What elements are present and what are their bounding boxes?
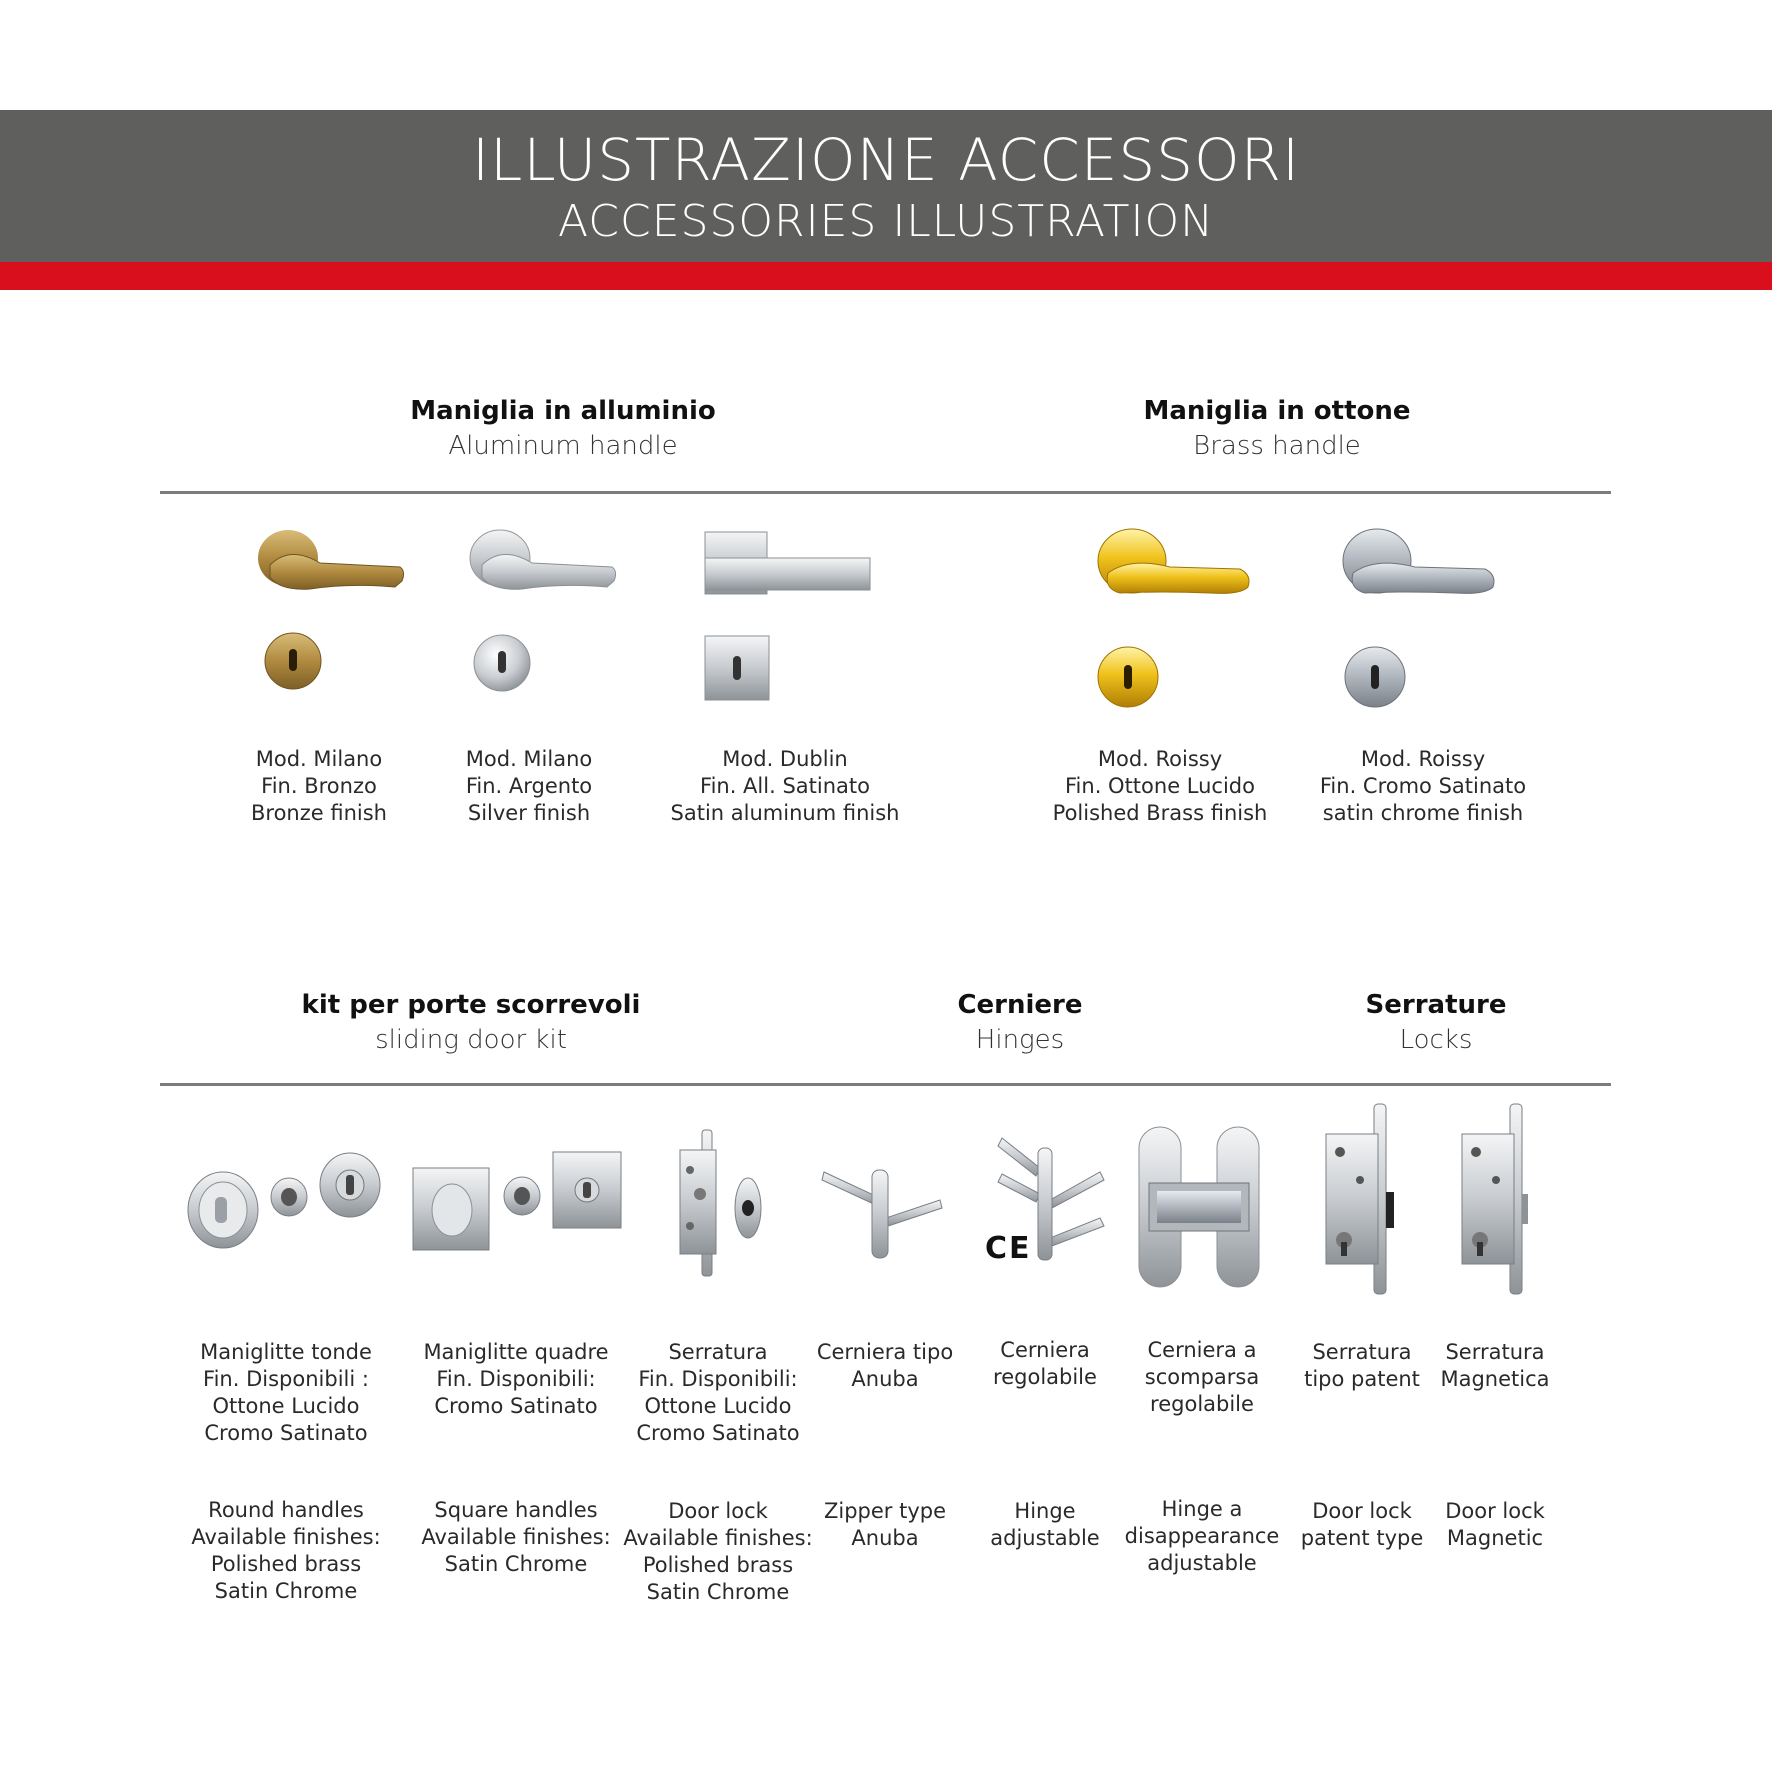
page-title: ILLUSTRAZIONE ACCESSORI xyxy=(471,126,1301,194)
red-accent-bar xyxy=(0,262,1772,290)
caption-magnetic-lock-en: Door lock Magnetic xyxy=(1445,1499,1545,1550)
handle-roissy-polished-brass-image xyxy=(1090,525,1260,720)
page-subtitle: ACCESSORIES ILLUSTRATION xyxy=(557,196,1215,247)
caption-anuba-hinge-it: Cerniera tipo Anuba xyxy=(816,1340,954,1391)
section-title: Maniglia in alluminio xyxy=(410,396,716,426)
round-handles-kit-image xyxy=(185,1145,385,1255)
caption-milano-silver: Mod. Milano Fin. Argento Silver finish xyxy=(465,747,593,825)
caption-roissy-chrome: Mod. Roissy Fin. Cromo Satinato satin chrome finish xyxy=(1319,747,1527,825)
section-header-aluminum-handle xyxy=(410,394,716,464)
section-subtitle: Aluminum handle xyxy=(448,431,678,461)
caption-adjustable-hinge-it: Cerniera regolabile xyxy=(993,1338,1097,1389)
section-subtitle: Brass handle xyxy=(1193,431,1361,461)
section-header-brass-handle xyxy=(1143,394,1410,464)
handle-roissy-satin-chrome-image xyxy=(1335,525,1505,720)
section-header-locks: Serrature Locks xyxy=(1365,990,1507,1055)
caption-dublin: Mod. Dublin Fin. All. Satinato Satin aluminum finish xyxy=(670,747,900,825)
section-divider xyxy=(160,491,1611,494)
section-header-hinges: Cerniere Hinges xyxy=(957,990,1083,1055)
caption-concealed-hinge-it: Cerniera a scomparsa regolabile xyxy=(1144,1338,1260,1416)
caption-concealed-hinge-en: Hinge a disappearance adjustable xyxy=(1124,1497,1280,1575)
header-banner xyxy=(0,110,1772,262)
section-title: Maniglia in ottone xyxy=(1143,396,1411,426)
handle-milano-bronze-image xyxy=(250,525,410,700)
magnetic-lock-image xyxy=(1458,1102,1533,1297)
section-header-sliding-door-kit: kit per porte scorrevoli sliding door kit xyxy=(301,990,641,1055)
caption-round-handles-it: Maniglitte tonde Fin. Disponibili : Ottone Lucido Cromo Satinato xyxy=(200,1340,372,1445)
caption-sliding-lock-it: Serratura Fin. Disponibili: Ottone Lucido Cromo Satinato xyxy=(636,1340,800,1445)
caption-adjustable-hinge-en: Hinge adjustable xyxy=(990,1499,1100,1550)
sliding-door-lock-image xyxy=(670,1128,770,1278)
caption-roissy-brass: Mod. Roissy Fin. Ottone Lucido Polished Brass finish xyxy=(1052,747,1268,825)
handle-milano-silver-image xyxy=(462,525,622,700)
caption-round-handles-en: Round handles Available finishes: Polished brass Satin Chrome xyxy=(191,1498,381,1603)
caption-magnetic-lock-it: Serratura Magnetica xyxy=(1440,1340,1550,1391)
caption-square-handles-en: Square handles Available finishes: Satin Chrome xyxy=(421,1498,611,1576)
caption-sliding-lock-en: Door lock Available finishes: Polished brass Satin Chrome xyxy=(623,1499,813,1604)
caption-square-handles-it: Maniglitte quadre Fin. Disponibili: Cromo Satinato xyxy=(423,1340,609,1418)
concealed-hinge-image xyxy=(1137,1125,1262,1290)
caption-milano-bronze: Mod. Milano Fin. Bronzo Bronze finish xyxy=(251,747,387,825)
caption-anuba-hinge-en: Zipper type Anuba xyxy=(823,1499,947,1550)
handle-dublin-satin-aluminum-image xyxy=(700,528,880,708)
ce-mark: CE xyxy=(985,1231,1032,1266)
patent-lock-image xyxy=(1322,1102,1397,1297)
square-handles-kit-image xyxy=(410,1148,625,1258)
caption-patent-lock-en: Door lock patent type xyxy=(1300,1499,1424,1550)
anuba-hinge-image xyxy=(820,1160,945,1260)
section-divider xyxy=(160,1083,1611,1086)
caption-patent-lock-it: Serratura tipo patent xyxy=(1304,1340,1420,1391)
